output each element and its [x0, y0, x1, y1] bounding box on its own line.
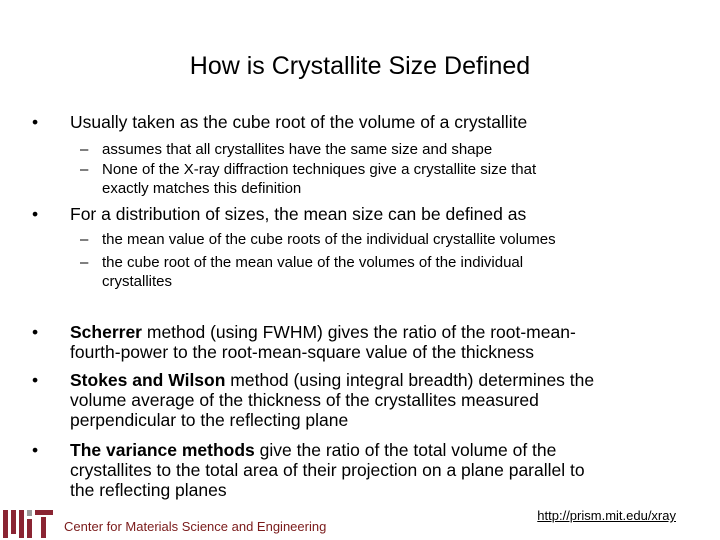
- bullet-5-text: [70, 440, 585, 500]
- bullet-marker: •: [32, 440, 39, 460]
- line: perpendicular to the reflecting plane: [70, 410, 349, 430]
- bullet-marker: •: [32, 370, 39, 390]
- line: fourth-power to the root-mean-square value of the thickness: [70, 342, 534, 362]
- line: the reflecting planes: [70, 480, 227, 500]
- line: the cube root of the mean value of the volumes of the individual: [102, 254, 524, 271]
- bullet-2-text: For a distribution of sizes, the mean size can be defined as: [70, 204, 527, 224]
- bullet-1-sub-1-text: assumes that all crystallites have the same size and shape: [102, 141, 493, 158]
- line: method (using FWHM) gives the ratio of the root-mean-: [142, 322, 576, 342]
- line: exactly matches this definition: [102, 180, 302, 197]
- bullet-2-sub-2-text: [102, 253, 523, 291]
- line: method (using integral breadth) determines the: [225, 370, 595, 390]
- line: crystallites to the total area of their projection on a plane parallel to: [70, 460, 585, 480]
- bullet-1-text: Usually taken as the cube root of the volume of a crystallite: [70, 112, 528, 132]
- dash-marker: –: [80, 141, 89, 158]
- dash-marker: –: [80, 231, 89, 248]
- bullet-1-sub-2-text: [102, 160, 536, 198]
- dash-marker: –: [80, 254, 89, 271]
- bullet-3-text: [70, 322, 576, 362]
- footer-org: Center for Materials Science and Engineering: [64, 519, 327, 534]
- bullet-marker: •: [32, 204, 39, 224]
- slide-title: How is Crystallite Size Defined: [189, 52, 531, 80]
- mit-logo: [3, 508, 55, 538]
- footer-link[interactable]: http://prism.mit.edu/xray: [537, 508, 676, 523]
- dash-marker: –: [80, 161, 89, 178]
- bullet-marker: •: [32, 322, 39, 342]
- bullet-5-bold: The variance methods: [70, 440, 255, 460]
- line: None of the X-ray diffraction techniques give a crystallite size that: [102, 161, 537, 178]
- bullet-3-bold: Scherrer: [70, 322, 142, 342]
- bullet-marker: •: [32, 112, 39, 132]
- line: give the ratio of the total volume of the: [254, 440, 557, 460]
- line: crystallites: [102, 273, 173, 290]
- line: volume average of the thickness of the crystallites measured: [70, 390, 539, 410]
- bullet-4-bold: Stokes and Wilson: [70, 370, 226, 390]
- bullet-4-text: [70, 370, 594, 430]
- bullet-2-sub-1-text: the mean value of the cube roots of the individual crystallite volumes: [102, 231, 556, 248]
